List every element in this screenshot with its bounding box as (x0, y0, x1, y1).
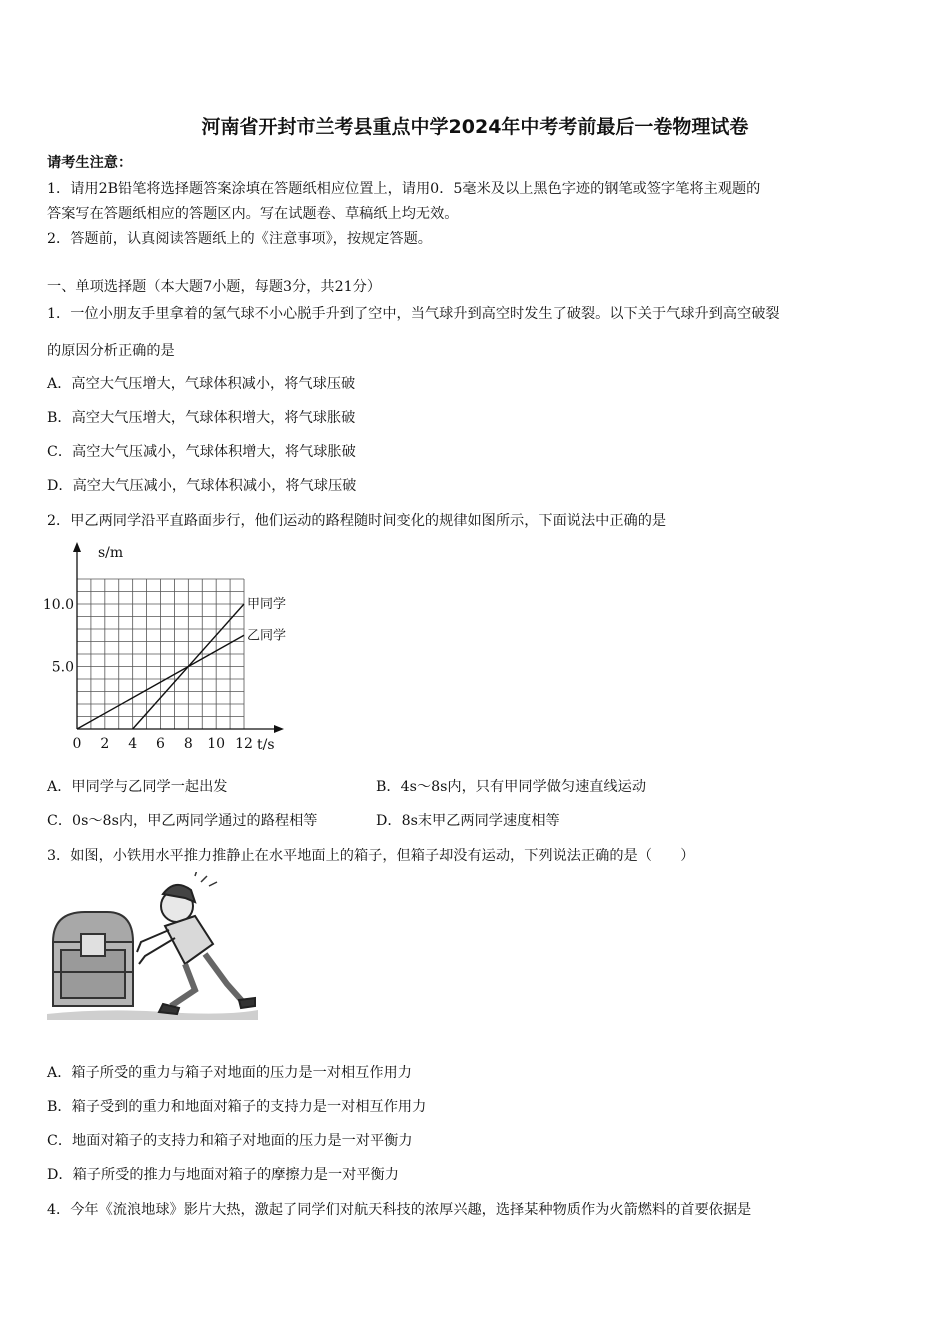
notice-item-2: 2．答题前，认真阅读答题纸上的《注意事项》，按规定答题。 (47, 231, 432, 247)
series-label: 甲同学 (247, 597, 287, 612)
x-tick-label: 10 (207, 736, 226, 752)
x-tick-label: 4 (128, 736, 138, 752)
q3-option-b: B．箱子受到的重力和地面对箱子的支持力是一对相互作用力 (47, 1099, 427, 1115)
q1-option-a: A．高空大气压增大，气球体积减小，将气球压破 (47, 376, 356, 392)
q3-option-c: C．地面对箱子的支持力和箱子对地面的压力是一对平衡力 (47, 1133, 413, 1149)
series-label: 乙同学 (247, 628, 287, 644)
x-axis-arrow (274, 725, 284, 733)
q3-option-d: D．箱子所受的推力与地面对箱子的摩擦力是一对平衡力 (47, 1167, 399, 1183)
q1-option-d: D．高空大气压减小，气球体积减小，将气球压破 (47, 478, 357, 494)
q1-stem-line-1: 1．一位小朋友手里拿着的氢气球不小心脱手升到了空中，当气球升到高空时发生了破裂。以下关于气球升到高空破裂 (47, 306, 780, 322)
q2-option-a: A．甲同学与乙同学一起出发 (47, 779, 228, 795)
q2-option-b: B．4s～8s内，只有甲同学做匀速直线运动 (376, 779, 647, 795)
q2-stem: 2．甲乙两同学沿平直路面步行，他们运动的路程随时间变化的规律如图所示，下面说法中正确的是 (47, 513, 667, 529)
notice-item-1-line-2: 答案写在答题纸相应的答题区内。写在试题卷、草稿纸上均无效。 (47, 206, 459, 222)
chart-labels (43, 545, 286, 753)
chart-grid (77, 579, 244, 729)
x-tick-label: 0 (72, 736, 82, 752)
q3-option-a: A．箱子所受的重力与箱子对地面的压力是一对相互作用力 (47, 1065, 412, 1081)
x-tick-label: 12 (235, 736, 253, 752)
x-tick-label: 2 (100, 736, 110, 752)
y-axis-arrow (73, 542, 81, 552)
q4-stem: 4．今年《流浪地球》影片大热，激起了同学们对航天科技的浓厚兴趣，选择某种物质作为火箭燃料的首要依据是 (47, 1202, 752, 1218)
q2-option-c: C．0s～8s内，甲乙两同学通过的路程相等 (47, 813, 318, 829)
y-tick-label: 10.0 (42, 597, 74, 613)
y-tick-label: 5.0 (51, 659, 74, 676)
x-tick-label: 8 (183, 736, 193, 752)
x-axis-label: t/s (257, 737, 275, 753)
q1-option-b: B．高空大气压增大，气球体积增大，将气球胀破 (47, 410, 356, 426)
q1-stem-line-2: 的原因分析正确的是 (47, 343, 175, 359)
page-title: 河南省开封市兰考县重点中学2024年中考考前最后一卷物理试卷 (201, 116, 749, 138)
q1-option-c: C．高空大气压减小，气球体积增大，将气球胀破 (47, 444, 356, 460)
q3-stem: 3．如图，小铁用水平推力推静止在水平地面上的箱子，但箱子却没有运动，下列说法正确的是（ ） (47, 848, 695, 864)
q2-option-d: D．8s末甲乙两同学速度相等 (376, 813, 560, 829)
x-tick-label: 6 (156, 736, 165, 752)
notice-item-1-line-1: 1．请用2B铅笔将选择题答案涂填在答题纸相应位置上，请用0．5毫米及以上黑色字迹的钢笔或签字笔将主观题的 (47, 181, 761, 197)
section-1-heading: 一、单项选择题（本大题7小题，每题3分，共21分） (47, 279, 382, 295)
boy-pushing-box-illustration (45, 872, 260, 1022)
notice-heading: 请考生注意： (47, 155, 133, 171)
y-axis-label: s/m (98, 545, 124, 561)
st-graph (40, 538, 300, 756)
